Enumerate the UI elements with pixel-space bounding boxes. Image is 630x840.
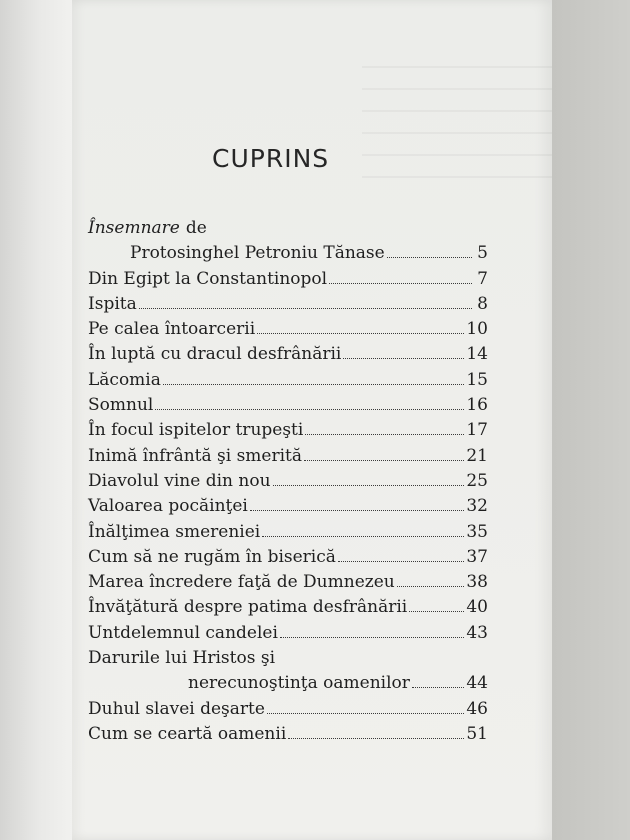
dot-leader bbox=[343, 358, 464, 359]
toc-entry bbox=[88, 344, 488, 369]
toc-entry-title: Duhul slavei deşarte bbox=[88, 698, 265, 719]
toc-page-number: 17 bbox=[466, 420, 488, 441]
toc-page-number: 7 bbox=[477, 268, 488, 289]
table-of-contents bbox=[88, 218, 488, 749]
dot-leader bbox=[163, 384, 464, 385]
dot-leader bbox=[262, 536, 464, 537]
toc-entry bbox=[88, 547, 488, 572]
toc-entry bbox=[88, 597, 488, 622]
toc-entry bbox=[88, 269, 488, 294]
toc-entry-title: Untdelemnul candelei bbox=[88, 622, 278, 643]
book-page bbox=[72, 0, 552, 840]
toc-entry bbox=[88, 370, 488, 395]
toc-entry bbox=[88, 623, 488, 648]
scan-background-right bbox=[552, 0, 630, 840]
toc-page-number: 51 bbox=[466, 723, 488, 744]
toc-entry-title: Protosinghel Petroniu Tănase bbox=[130, 243, 385, 264]
toc-entry bbox=[88, 471, 488, 496]
toc-intro-line bbox=[88, 218, 488, 243]
toc-entry-title: Cum să ne rugăm în biserică bbox=[88, 546, 336, 567]
dot-leader bbox=[257, 333, 464, 334]
dot-leader bbox=[338, 561, 464, 562]
toc-entry-title: Diavolul vine din nou bbox=[88, 470, 271, 491]
dot-leader bbox=[267, 713, 464, 714]
toc-page-number: 37 bbox=[466, 546, 488, 567]
dot-leader bbox=[412, 687, 464, 688]
toc-page-number: 14 bbox=[466, 344, 488, 365]
toc-page-number: 38 bbox=[466, 572, 488, 593]
toc-entry-title: Din Egipt la Constantinopol bbox=[88, 268, 328, 289]
toc-page-number: 15 bbox=[466, 369, 488, 390]
toc-page-number: 43 bbox=[466, 622, 488, 643]
toc-page-number: 44 bbox=[466, 673, 488, 694]
toc-entry-title: Marea încredere faţă de Dumnezeu bbox=[88, 572, 395, 593]
toc-entry bbox=[88, 699, 488, 724]
dot-leader bbox=[304, 460, 464, 461]
toc-entry bbox=[88, 243, 488, 268]
toc-entry-title: Cum se ceartă oamenii bbox=[88, 723, 287, 744]
toc-intro-rest: de bbox=[185, 218, 207, 238]
toc-entry-title: În luptă cu dracul desfrânării bbox=[88, 344, 342, 365]
toc-entry-title: Darurile lui Hristos şi bbox=[88, 648, 275, 669]
toc-page-number: 21 bbox=[466, 445, 488, 466]
toc-entry bbox=[88, 395, 488, 420]
toc-entry-title: Valoarea pocăinţei bbox=[88, 496, 248, 517]
toc-entry bbox=[88, 420, 488, 445]
toc-page-number: 32 bbox=[466, 496, 488, 517]
toc-entry-title: nerecunoştinţa oamenilor bbox=[188, 673, 410, 694]
toc-page-number: 16 bbox=[466, 395, 488, 416]
toc-entry-title: Înălţimea smereniei bbox=[88, 521, 261, 542]
toc-entry bbox=[88, 673, 488, 698]
dot-leader bbox=[288, 738, 464, 739]
dot-leader bbox=[397, 586, 465, 587]
dot-leader bbox=[409, 611, 464, 612]
toc-entry-title: Pe calea întoarcerii bbox=[88, 319, 256, 340]
toc-entry bbox=[88, 572, 488, 597]
toc-entry bbox=[88, 446, 488, 471]
toc-page-number: 40 bbox=[466, 597, 488, 618]
toc-entry bbox=[88, 724, 488, 749]
toc-entry-title: Lăcomia bbox=[88, 369, 161, 390]
toc-entry bbox=[88, 319, 488, 344]
page-title: CUPRINS bbox=[212, 144, 330, 173]
dot-leader bbox=[273, 485, 465, 486]
toc-entry bbox=[88, 496, 488, 521]
dot-leader bbox=[387, 257, 472, 258]
dot-leader bbox=[305, 434, 464, 435]
toc-page-number: 8 bbox=[477, 293, 488, 314]
dot-leader bbox=[250, 510, 464, 511]
toc-page-number: 46 bbox=[466, 698, 488, 719]
dot-leader bbox=[280, 637, 464, 638]
toc-entry-title: Inimă înfrântă şi smerită bbox=[88, 445, 303, 466]
toc-page-number: 35 bbox=[466, 521, 488, 542]
toc-entry-title: În focul ispitelor trupeşti bbox=[88, 420, 304, 441]
toc-entry bbox=[88, 294, 488, 319]
toc-page-number: 25 bbox=[466, 470, 488, 491]
toc-page-number: 10 bbox=[466, 319, 488, 340]
scan-background-left bbox=[0, 0, 72, 840]
dot-leader bbox=[155, 409, 464, 410]
toc-entry bbox=[88, 522, 488, 547]
toc-intro-italic: Însemnare bbox=[88, 218, 180, 238]
toc-entry bbox=[88, 648, 488, 673]
toc-entry-title: Ispita bbox=[88, 293, 137, 314]
dot-leader bbox=[139, 308, 472, 309]
dot-leader bbox=[329, 283, 472, 284]
toc-page-number: 5 bbox=[477, 243, 488, 264]
toc-entry-title: Somnul bbox=[88, 395, 154, 416]
toc-entry-title: Învăţătură despre patima desfrânării bbox=[88, 597, 408, 618]
